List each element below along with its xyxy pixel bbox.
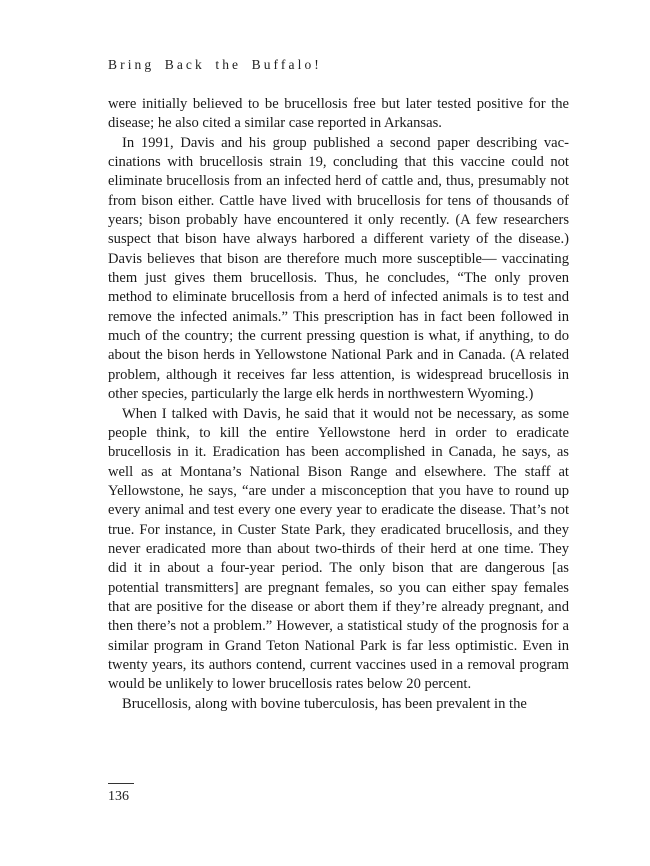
- paragraph-brucellosis-prevalence: Brucellosis, along with bovine tuberculosis, has been prevalent in the: [122, 695, 527, 712]
- footer-rule: [108, 783, 134, 784]
- paragraph-continuation: were initially believed to be brucellosis free but later tested positive for the disease; he also cited a similar case reported in Arkansas.: [108, 96, 569, 132]
- paragraph-vaccination-study: In 1991, Davis and his group published a second paper describing vaccinations with brucellosis strain 19, concluding that this vaccine could not eliminate brucellosis from an infected herd of cattle and, thus, presumably not from bison either. Cattle have lived with brucellosis for tens of thousands of years; bison probably have encountered it only recently. (A few researchers suspect that bison have always harbored a different variety of the disease.) Davis believes that bison are therefore much more susceptible— vaccinating them just gives them brucellosis. Thus, he concludes, “The only proven method to eliminate brucellosis from a herd of infected animals is to test and remove the infected animals.” This prescription has in fact been followed in much of the country; the current pressing question is what, if anything, to do about the bison herds in Yellowstone National Park and in Canada. (A related problem, although it receives far less attention, is widespread brucellosis in other species, particularly the large elk herds in northwestern Wyoming.): [108, 134, 569, 403]
- running-head: Bring Back the Buffalo!: [108, 57, 322, 72]
- paragraph-davis-interview: When I talked with Davis, he said that it would not be necessary, as some people think, to kill the entire Yellowstone herd in order to eradicate brucellosis in it. Eradication has been accomplished in Canada, he says, as well as at Montana’s National Bison Range and elsewhere. The staff at Yellowstone, he says, “are under a misconception that you have to round up every animal and test every one every year to eradicate the disease. That’s not true. For instance, in Custer State Park, they eradicated brucellosis, and they never eradicated more than about two-thirds of their herd at one time. They did it in about a four-year period. The only bison that are dangerous [as potential transmitters] are pregnant females, so you can either spay females that are positive for the disease or abort them if they’re already pregnant, and then there’s not a problem.” However, a statistical study of the prognosis for a similar program in Grand Teton National Park is far less optimistic. Even in twenty years, its authors contend, current vaccines used in a removal program would be unlikely to lower brucellosis rates below 20 percent.: [108, 405, 569, 693]
- page-number: 136: [108, 789, 129, 804]
- body-text: [108, 95, 569, 714]
